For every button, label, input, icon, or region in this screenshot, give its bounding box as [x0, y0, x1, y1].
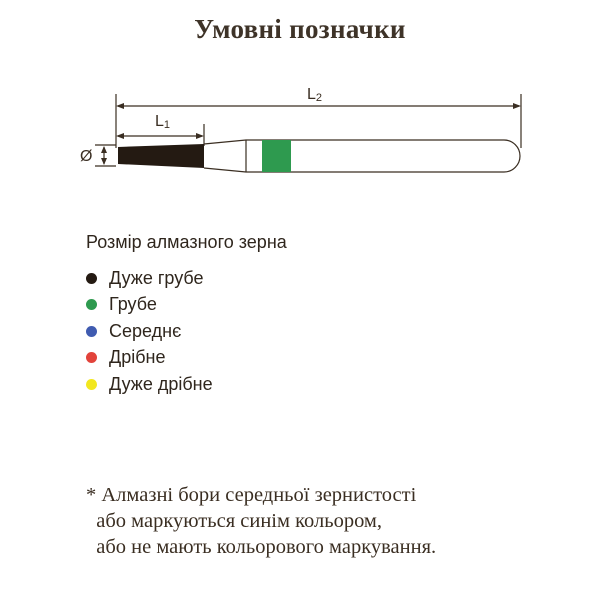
- l1-label-sub: 1: [163, 119, 171, 131]
- legend-item: [86, 371, 213, 398]
- legend-item-label: Дуже грубе: [109, 267, 204, 288]
- color-dot-icon: [86, 379, 97, 390]
- legend-item-label: Дрібне: [109, 347, 166, 368]
- legend-heading: Розмір алмазного зерна: [86, 232, 287, 252]
- footnote-line: або маркуються синім кольором,: [86, 510, 383, 532]
- legend-item-label: Дуже дрібне: [109, 373, 213, 394]
- page-title: Умовні позначки: [194, 14, 406, 44]
- grit-color-band: [262, 140, 291, 172]
- footnote-line: або не мають кольорового маркування.: [86, 536, 437, 558]
- legend-item: [86, 318, 213, 345]
- footnote: [86, 482, 436, 560]
- footnote-line: * Алмазні бори середньої зернистості: [86, 484, 417, 506]
- l2-label: L: [307, 86, 316, 103]
- l1-label: L: [155, 113, 164, 130]
- svg-text:L1: [155, 113, 170, 131]
- color-dot-icon: [86, 273, 97, 284]
- diameter-label: Ø: [80, 148, 93, 165]
- l2-label-sub: 2: [315, 92, 323, 104]
- legend-item-label: Середнє: [109, 320, 182, 341]
- bur-dimension-diagram: [0, 0, 600, 230]
- legend-item-label: Грубе: [109, 294, 157, 315]
- legend-item: [86, 265, 213, 292]
- svg-text:L2: [307, 86, 322, 104]
- color-dot-icon: [86, 326, 97, 337]
- color-dot-icon: [86, 352, 97, 363]
- legend-item: [86, 345, 213, 372]
- color-dot-icon: [86, 299, 97, 310]
- grit-legend: [86, 265, 213, 398]
- legend-item: [86, 292, 213, 319]
- diamond-tip: [118, 144, 204, 168]
